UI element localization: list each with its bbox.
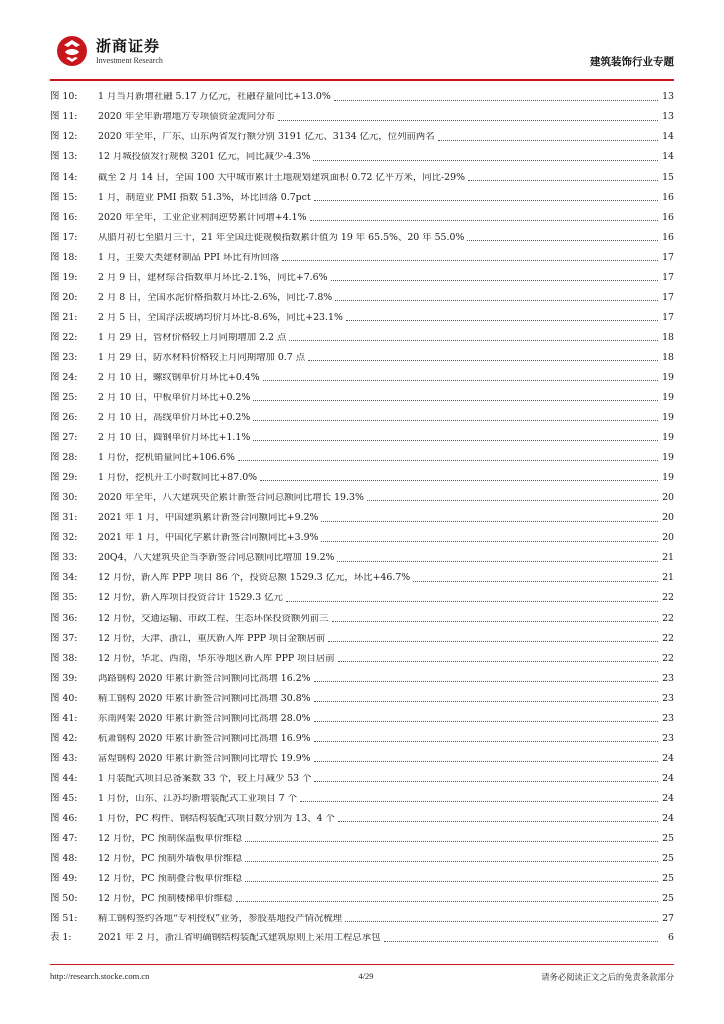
entry-title[interactable]: 精工钢构 2020 年累计新签合同额同比高增 30.8% xyxy=(98,693,311,704)
entry-label: 图 51: xyxy=(50,913,78,925)
entry-page-number[interactable]: 20 xyxy=(662,532,674,544)
page-footer xyxy=(50,971,674,985)
dot-leader xyxy=(413,581,658,582)
entry-page-number[interactable]: 17 xyxy=(662,311,674,323)
figure-entry[interactable] xyxy=(50,348,674,368)
figure-entry[interactable] xyxy=(50,809,674,829)
entry-label: 图 17: xyxy=(50,231,78,243)
dot-leader xyxy=(332,621,658,622)
figure-entry[interactable] xyxy=(50,889,674,909)
entry-title[interactable]: 2020 年全年，广东、山东两省发行额分别 3191 亿元、3134 亿元，位列前两名 xyxy=(98,132,435,142)
entry-title[interactable]: 2020 年全年新增地方专项债资金流向分布 xyxy=(98,112,275,122)
entry-page-number[interactable]: 18 xyxy=(662,351,674,363)
entry-title[interactable]: 鸿路钢构 2020 年累计新签合同额同比高增 16.2% xyxy=(98,673,311,684)
figure-entry[interactable] xyxy=(50,408,674,428)
figure-entry[interactable] xyxy=(50,227,674,247)
entry-title[interactable]: 2 月 5 日，全国浮法玻璃均价月环比-8.6%，同比+23.1% xyxy=(98,312,343,323)
entry-title[interactable]: 2 月 10 日，螺纹钢单价月环比+0.4% xyxy=(98,372,260,383)
dot-leader xyxy=(345,921,658,922)
figure-entry[interactable] xyxy=(50,368,674,388)
figure-entry[interactable] xyxy=(50,528,674,548)
entry-page-number[interactable]: 13 xyxy=(662,91,674,103)
entry-label: 图 42: xyxy=(50,732,78,744)
entry-title[interactable]: 12 月份，PC 预制叠合板单价维稳 xyxy=(98,874,242,884)
logo xyxy=(56,34,216,74)
entry-title[interactable]: 12 月份，PC 预制外墙板单价维稳 xyxy=(98,854,242,864)
entry-title[interactable]: 2 月 10 日，中板单价月环比+0.2% xyxy=(98,393,251,403)
figure-entry[interactable] xyxy=(50,508,674,528)
entry-title[interactable]: 东南网架 2020 年累计新签合同额同比高增 28.0% xyxy=(98,713,311,724)
entry-title[interactable]: 1 月，制造业 PMI 指数 51.3%，环比回落 0.7pct xyxy=(98,192,311,202)
entry-label: 图 25: xyxy=(50,392,78,404)
entry-title[interactable]: 2 月 9 日，建材综合指数单月环比-2.1%，同比+7.6% xyxy=(98,272,328,283)
dot-leader xyxy=(245,861,658,862)
dot-leader xyxy=(300,801,658,802)
entry-page-number[interactable]: 14 xyxy=(662,151,674,163)
entry-title[interactable]: 1 月 29 日，防水材料价格较上月同期增加 0.7 点 xyxy=(98,352,306,363)
entry-page-number[interactable]: 20 xyxy=(662,512,674,524)
figure-entry[interactable] xyxy=(50,87,674,107)
entry-title[interactable]: 1 月份，山东、江苏均新增装配式工业项目 7 个 xyxy=(98,793,297,804)
figure-entry[interactable] xyxy=(50,708,674,728)
entry-page-number[interactable]: 19 xyxy=(662,371,674,383)
entry-title[interactable]: 20Q4，八大建筑央企当季新签合同总额同比增加 19.2% xyxy=(98,553,335,563)
dot-leader xyxy=(314,781,658,782)
entry-title[interactable]: 2020 年全年，工业企业利润逆势累计同增+4.1% xyxy=(98,212,307,222)
dot-leader xyxy=(438,140,658,141)
entry-title[interactable]: 2 月 8 日，全国水泥价格指数月环比-2.6%，同比-7.8% xyxy=(98,292,333,303)
entry-label: 图 27: xyxy=(50,432,78,444)
figure-entry[interactable] xyxy=(50,448,674,468)
entry-title[interactable]: 富煌钢构 2020 年累计新签合同额同比增长 19.9% xyxy=(98,753,311,764)
table-entry[interactable] xyxy=(50,928,674,948)
dot-leader xyxy=(253,440,658,441)
entry-label: 图 37: xyxy=(50,632,78,644)
dot-leader xyxy=(314,761,658,762)
figure-entry[interactable] xyxy=(50,388,674,408)
entry-page-number[interactable]: 24 xyxy=(662,752,674,764)
dot-leader xyxy=(263,380,658,381)
entry-title[interactable]: 12 月份，交通运输、市政工程、生态环保投资额列前三 xyxy=(98,613,329,623)
dot-leader xyxy=(331,280,658,281)
figure-entry[interactable] xyxy=(50,127,674,147)
figure-entry[interactable] xyxy=(50,749,674,769)
entry-label: 图 31: xyxy=(50,512,78,524)
entry-page-number[interactable]: 21 xyxy=(662,572,674,584)
entry-page-number[interactable]: 23 xyxy=(662,672,674,684)
entry-title[interactable]: 1 月 29 日，管材价格较上月同期增加 2.2 点 xyxy=(98,332,287,343)
entry-title[interactable]: 2020 年全年，八大建筑央企累计新签合同总额同比增长 19.3% xyxy=(98,493,364,503)
entry-label: 图 21: xyxy=(50,311,78,323)
figure-entry[interactable] xyxy=(50,167,674,187)
entry-label: 图 28: xyxy=(50,452,78,464)
entry-title[interactable]: 1 月，主要大类建材制品 PPI 环比有所回落 xyxy=(98,252,280,263)
dot-leader xyxy=(253,400,658,401)
dot-leader xyxy=(313,160,658,161)
figure-entry[interactable] xyxy=(50,829,674,849)
dot-leader xyxy=(314,721,658,722)
entry-page-number[interactable]: 16 xyxy=(662,211,674,223)
dot-leader xyxy=(321,521,658,522)
table-list xyxy=(50,928,674,948)
entry-page-number[interactable]: 6 xyxy=(668,932,674,944)
entry-label: 图 10: xyxy=(50,91,78,103)
dot-leader xyxy=(310,220,658,221)
figure-entry[interactable] xyxy=(50,909,674,929)
entry-page-number[interactable]: 13 xyxy=(662,111,674,123)
entry-page-number[interactable]: 25 xyxy=(662,873,674,885)
entry-page-number[interactable]: 22 xyxy=(662,632,674,644)
entry-page-number[interactable]: 22 xyxy=(662,652,674,664)
dot-leader xyxy=(245,881,658,882)
figure-entry[interactable] xyxy=(50,428,674,448)
figure-entry[interactable] xyxy=(50,267,674,287)
entry-label: 图 19: xyxy=(50,271,78,283)
entry-page-number[interactable]: 19 xyxy=(662,452,674,464)
dot-leader xyxy=(338,661,658,662)
entry-page-number[interactable]: 27 xyxy=(662,913,674,925)
entry-page-number[interactable]: 22 xyxy=(662,592,674,604)
entry-page-number[interactable]: 14 xyxy=(662,131,674,143)
entry-title[interactable]: 1 月份，挖机开工小时数同比+87.0% xyxy=(98,473,258,483)
entry-title[interactable]: 1 月份，PC 构件、钢结构装配式项目数分别为 13、4 个 xyxy=(98,814,335,824)
entry-title[interactable]: 12 月份，新入库 PPP 项目 86 个，投资总额 1529.3 亿元，环比+46.7% xyxy=(98,573,411,583)
dot-leader xyxy=(328,641,658,642)
entry-label: 图 33: xyxy=(50,552,78,564)
figure-entry[interactable] xyxy=(50,548,674,568)
figure-entry[interactable] xyxy=(50,688,674,708)
footer-url-link[interactable]: http://research.stocke.com.cn xyxy=(50,971,150,981)
entry-label: 图 50: xyxy=(50,893,78,905)
logo-text-en: Investment Research xyxy=(96,56,163,65)
entry-label: 图 47: xyxy=(50,833,78,845)
figure-entry[interactable] xyxy=(50,869,674,889)
entry-label: 图 29: xyxy=(50,472,78,484)
header-divider xyxy=(50,79,674,81)
entry-title[interactable]: 杭萧钢构 2020 年累计新签合同额同比高增 16.9% xyxy=(98,733,311,744)
dot-leader xyxy=(253,420,658,421)
figure-entry[interactable] xyxy=(50,287,674,307)
figure-entry[interactable] xyxy=(50,488,674,508)
entry-page-number[interactable]: 17 xyxy=(662,251,674,263)
entry-label: 图 36: xyxy=(50,612,78,624)
dot-leader xyxy=(337,561,658,562)
logo-mark-icon xyxy=(56,34,88,68)
entry-label: 图 35: xyxy=(50,592,78,604)
entry-page-number[interactable]: 24 xyxy=(662,792,674,804)
entry-page-number[interactable]: 19 xyxy=(662,432,674,444)
entry-title[interactable]: 截至 2 月 14 日，全国 100 大中城市累计土地规划建筑面积 0.72 亿平方米，同比-29% xyxy=(98,172,466,182)
dot-leader xyxy=(314,681,658,682)
entry-label: 图 13: xyxy=(50,151,78,163)
figure-entry[interactable] xyxy=(50,789,674,809)
dot-leader xyxy=(467,240,658,241)
entry-page-number[interactable]: 25 xyxy=(662,853,674,865)
entry-title[interactable]: 12 月份，PC 预制保温板单价维稳 xyxy=(98,834,242,844)
entry-label: 图 49: xyxy=(50,873,78,885)
entry-label: 图 39: xyxy=(50,672,78,684)
entry-title[interactable]: 12 月份，华北、西南，华东等地区新入库 PPP 项目居前 xyxy=(98,653,335,664)
entry-label: 图 41: xyxy=(50,712,78,724)
dot-leader xyxy=(338,821,658,822)
figure-list xyxy=(50,87,674,929)
dot-leader xyxy=(334,100,658,101)
figure-entry[interactable] xyxy=(50,568,674,588)
entry-title[interactable]: 12 月城投债发行规模 3201 亿元，同比减少-4.3% xyxy=(98,152,311,162)
figure-entry[interactable] xyxy=(50,147,674,167)
entry-label: 图 11: xyxy=(50,111,78,123)
entry-title[interactable]: 从腊月初七至腊月三十，21 年全国迁徙规模指数累计值为 19 年 65.5%、20 年 55.0% xyxy=(98,232,465,243)
figure-entry[interactable] xyxy=(50,769,674,789)
report-title: 建筑装饰行业专题 xyxy=(590,56,674,68)
entry-title[interactable]: 1 月当月新增社融 5.17 万亿元，社融存量同比+13.0% xyxy=(98,92,331,102)
dot-leader xyxy=(384,941,658,942)
entry-title[interactable]: 12 月份，新入库项目投资合计 1529.3 亿元 xyxy=(98,593,283,603)
entry-label: 图 38: xyxy=(50,652,78,664)
entry-label: 图 20: xyxy=(50,291,78,303)
entry-label: 图 14: xyxy=(50,171,78,183)
entry-page-number[interactable]: 23 xyxy=(662,732,674,744)
entry-label: 图 45: xyxy=(50,792,78,804)
figure-entry[interactable] xyxy=(50,668,674,688)
entry-page-number[interactable]: 24 xyxy=(662,772,674,784)
entry-label: 图 48: xyxy=(50,853,78,865)
figure-entry[interactable] xyxy=(50,468,674,488)
footer-divider xyxy=(50,964,674,965)
entry-label: 图 44: xyxy=(50,772,78,784)
dot-leader xyxy=(468,180,658,181)
entry-page-number[interactable]: 15 xyxy=(662,171,674,183)
dot-leader xyxy=(314,200,658,201)
figure-entry[interactable] xyxy=(50,588,674,608)
entry-page-number[interactable]: 22 xyxy=(662,612,674,624)
entry-title[interactable]: 12 月份，PC 预制楼梯单价维稳 xyxy=(98,894,233,904)
entry-title[interactable]: 2 月 10 日，圆钢单价月环比+1.1% xyxy=(98,433,251,443)
entry-page-number[interactable]: 18 xyxy=(662,331,674,343)
dot-leader xyxy=(314,701,658,702)
figure-entry[interactable] xyxy=(50,247,674,267)
entry-label: 图 40: xyxy=(50,692,78,704)
entry-page-number[interactable]: 23 xyxy=(662,712,674,724)
dot-leader xyxy=(282,260,658,261)
figure-entry[interactable] xyxy=(50,187,674,207)
entry-page-number[interactable]: 16 xyxy=(662,231,674,243)
dot-leader xyxy=(346,320,658,321)
entry-title[interactable]: 2021 年 1 月，中国建筑累计新签合同额同比+9.2% xyxy=(98,513,319,523)
entry-title[interactable]: 2021 年 2 月，浙江省明确钢结构装配式建筑原则上采用工程总承包 xyxy=(98,933,381,943)
entry-page-number[interactable]: 19 xyxy=(662,412,674,424)
entry-page-number[interactable]: 24 xyxy=(662,813,674,824)
figure-entry[interactable] xyxy=(50,648,674,668)
figure-entry[interactable] xyxy=(50,628,674,648)
entry-title[interactable]: 1 月装配式项目总备案数 33 个，较上月减少 53 个 xyxy=(98,773,312,784)
entry-page-number[interactable]: 21 xyxy=(662,552,674,564)
dot-leader xyxy=(308,360,658,361)
figure-entry[interactable] xyxy=(50,328,674,348)
entry-page-number[interactable]: 17 xyxy=(662,291,674,303)
entry-page-number[interactable]: 25 xyxy=(662,833,674,845)
entry-page-number[interactable]: 16 xyxy=(662,191,674,203)
entry-label: 图 32: xyxy=(50,532,78,544)
dot-leader xyxy=(236,901,659,902)
entry-label: 图 12: xyxy=(50,131,78,143)
entry-page-number[interactable]: 19 xyxy=(662,392,674,404)
dot-leader xyxy=(335,300,658,301)
dot-leader xyxy=(289,340,658,341)
entry-title[interactable]: 精工钢构签约各地“专利授权”业务，参股基地投产情况梳理 xyxy=(98,914,342,924)
entry-title[interactable]: 2021 年 1 月，中国化学累计新签合同额同比+3.9% xyxy=(98,533,319,543)
figure-entry[interactable] xyxy=(50,849,674,869)
dot-leader xyxy=(321,541,658,542)
entry-page-number[interactable]: 19 xyxy=(662,472,674,484)
entry-label: 图 30: xyxy=(50,492,78,504)
figure-entry[interactable] xyxy=(50,308,674,328)
entry-label: 图 24: xyxy=(50,371,78,383)
figure-entry[interactable] xyxy=(50,107,674,127)
entry-label: 图 23: xyxy=(50,351,78,363)
entry-label: 图 43: xyxy=(50,752,78,764)
dot-leader xyxy=(238,460,658,461)
logo-text-cn: 浙商证券 xyxy=(96,37,161,55)
dot-leader xyxy=(245,841,658,842)
figure-entry[interactable] xyxy=(50,729,674,749)
entry-label: 图 46: xyxy=(50,813,78,824)
dot-leader xyxy=(278,120,658,121)
entry-page-number[interactable]: 23 xyxy=(662,692,674,704)
footer-disclaimer: 请务必阅读正文之后的免责条款部分 xyxy=(541,972,674,982)
figure-entry[interactable] xyxy=(50,608,674,628)
entry-page-number[interactable]: 17 xyxy=(662,271,674,283)
dot-leader xyxy=(286,601,658,602)
dot-leader xyxy=(367,500,658,501)
entry-page-number[interactable]: 20 xyxy=(662,492,674,504)
entry-label: 图 34: xyxy=(50,572,78,584)
entry-title[interactable]: 2 月 10 日，高线单价月环比+0.2% xyxy=(98,413,251,423)
entry-label: 图 26: xyxy=(50,412,78,424)
entry-title[interactable]: 1 月份，挖机销量同比+106.6% xyxy=(98,453,235,463)
figure-entry[interactable] xyxy=(50,207,674,227)
entry-page-number[interactable]: 25 xyxy=(662,893,674,905)
entry-label: 表 1: xyxy=(50,932,72,944)
entry-title[interactable]: 12 月份，天津、浙江，重庆新入库 PPP 项目金额居前 xyxy=(98,633,326,643)
entry-label: 图 22: xyxy=(50,331,78,343)
entry-label: 图 16: xyxy=(50,211,78,223)
page-number: 4/29 xyxy=(358,971,374,981)
dot-leader xyxy=(314,741,658,742)
page-header xyxy=(50,30,674,74)
entry-label: 图 18: xyxy=(50,251,78,263)
entry-label: 图 15: xyxy=(50,191,78,203)
dot-leader xyxy=(260,480,658,481)
